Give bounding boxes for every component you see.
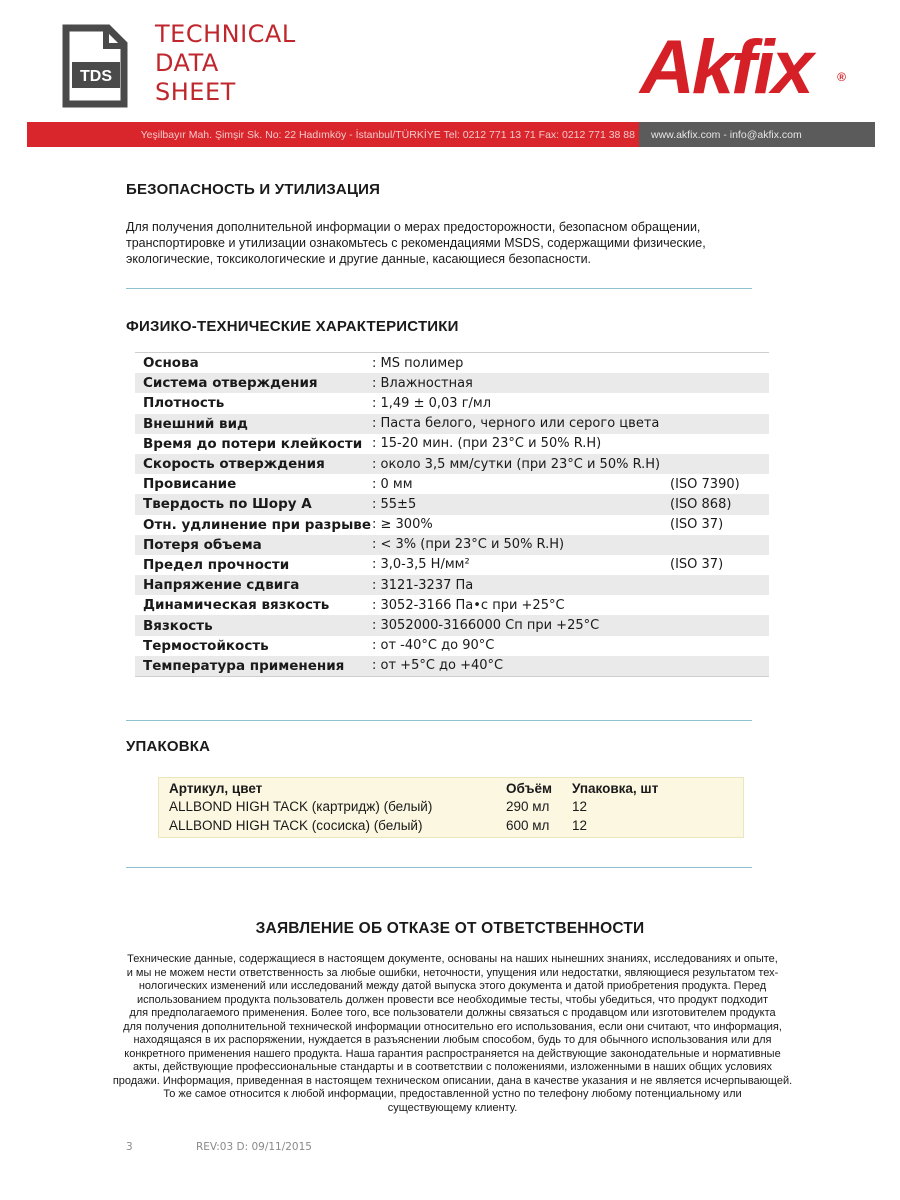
spec-row [135,373,769,393]
section-divider [126,720,752,721]
spec-row [135,434,769,454]
spec-row [135,535,769,555]
specs-table [135,352,769,677]
spec-standard: (ISO 868) [670,496,732,512]
spec-row [135,474,769,494]
spec-value: : 3121-3237 Па [372,577,474,593]
text-line: использованием продукта пользователь должен провести все необходимые тесты, чтобы убедиться, что продукт подходит [136,993,769,1006]
text-line: нологических изменений или исследований между датой выпуска этого документа и датой приобретения продукта. Перед [138,980,767,992]
packaging-header-row [159,781,743,800]
packaging-heading: УПАКОВКА [126,738,211,755]
spec-label: Предел прочности [143,556,290,573]
spec-row [135,555,769,575]
spec-label: Термостойкость [143,637,269,654]
spec-label: Время до потери клейкости [143,435,363,452]
text-line: продажи. Информация, приведенная в настоящем техническом описании, дана в качестве указания и не является исчерпывающей. [112,1074,793,1087]
title-line: SHEET [155,78,236,106]
spec-value: : от -40°C до 90°C [372,638,495,654]
spec-value: : 15-20 мин. (при 23°C и 50% R.H) [372,436,602,452]
table-cell: ALLBOND HIGH TACK (сосиска) (белый) [169,818,423,833]
spec-value: : около 3,5 мм/сутки (при 23°C и 50% R.H) [372,456,661,472]
spec-label: Основа [143,355,199,372]
title-line: TECHNICAL [155,20,296,48]
spec-label: Потеря объема [143,536,262,553]
text-line: транспортировке и утилизации ознакомьтесь с рекомендациями MSDS, содержащими физические, [126,236,706,250]
spec-label: Скорость отверждения [143,456,325,473]
disclaimer-heading: ЗАЯВЛЕНИЕ ОБ ОТКАЗЕ ОТ ОТВЕТСТВЕННОСТИ [255,920,645,937]
text-line: Технические данные, содержащиеся в настоящем документе, основаны на наших нынешних знаниях, исследованиях и опыте, [127,953,778,965]
column-header: Объём [506,781,552,796]
spec-value: : Паста белого, черного или серого цвета [372,416,660,432]
table-row [159,799,743,818]
spec-value: : 55±5 [372,496,417,512]
brand-wordmark: Akfix [640,25,811,110]
text-line: для получения дополнительной технической информации относительно его использования, если они считают, что информация, [123,1020,782,1033]
table-row [159,818,743,837]
document-type-title [155,20,296,107]
safety-heading: БЕЗОПАСНОСТЬ И УТИЛИЗАЦИЯ [126,181,381,198]
spec-label: Система отверждения [143,375,318,392]
text-line: находящаяся в их распоряжении, нуждается в разъяснении любым способом, будь то для обычного использования или для [133,1034,772,1046]
spec-row [135,353,769,373]
title-line: DATA [155,49,219,77]
spec-standard: (ISO 7390) [670,476,740,492]
table-cell: 290 мл [506,799,550,814]
safety-paragraph [126,219,766,267]
text-line: То же самое относится к любой информации, предоставленной устно по телефону любому потенциальному или [163,1088,742,1100]
packaging-table [158,777,744,838]
table-cell: 12 [572,818,588,833]
contact-bar [27,122,875,147]
specs-heading: ФИЗИКО-ТЕХНИЧЕСКИЕ ХАРАКТЕРИСТИКИ [126,318,459,335]
text-line: Для получения дополнительной информации о мерах предосторожности, безопасном обращении, [126,220,701,234]
spec-row [135,515,769,535]
text-line: существующему клиенту. [387,1101,518,1114]
spec-value: : 3052-3166 Па•с при +25°C [372,597,565,613]
page-number: 3 [126,1141,133,1153]
spec-label: Температура применения [143,657,345,674]
spec-value: : 1,49 ± 0,03 г/мл [372,395,492,411]
spec-label: Напряжение сдвига [143,577,300,594]
spec-value: : от +5°C до +40°C [372,658,504,674]
spec-label: Динамическая вязкость [143,597,330,614]
spec-row [135,636,769,656]
text-line: и мы не можем нести ответственность за любые ошибки, неточности, упущения или недостатки, являющиеся результатом тех- [126,966,779,979]
table-cell: 12 [572,799,588,814]
company-address: Yeşilbayır Mah. Şimşir Sk. No: 22 Hadımköy - İstanbul/TÜRKİYE Tel: 0212 771 13 71 Fax: 0212 771 38 88 [27,122,639,147]
revision-info: REV:03 D: 09/11/2015 [196,1141,312,1153]
spec-label: Вязкость [143,617,213,634]
text-line: конкретного применения нашего продукта. Наша гарантия распространяется на действующие законодательные и нормативные [124,1047,781,1060]
spec-label: Плотность [143,395,225,412]
tds-icon-label: TDS [80,68,112,85]
text-line: экологические, токсикологические и другие данные, касающиеся безопасности. [126,252,592,266]
spec-value: : ≥ 300% [372,517,433,533]
spec-value: : 0 мм [372,476,413,492]
spec-standard: (ISO 37) [670,557,724,573]
section-divider [126,288,752,289]
column-header: Артикул, цвет [169,781,263,796]
spec-value: : < 3% (при 23°C и 50% R.H) [372,537,565,553]
spec-row [135,575,769,595]
spec-value: : MS полимер [372,355,464,371]
text-line: акты, действующие профессиональные стандарты и в соответствии с положениями, изложенными в наших общих условиях [132,1061,773,1073]
brand-logo [640,25,850,110]
table-cell: ALLBOND HIGH TACK (картридж) (белый) [169,799,433,814]
table-cell: 600 мл [506,818,550,833]
spec-row [135,454,769,474]
spec-row [135,615,769,635]
section-divider [126,867,752,868]
spec-label: Внешний вид [143,415,248,432]
spec-value: : 3,0-3,5 Н/мм² [372,557,470,573]
text-line: для предполагаемого применения. Более того, все пользователи должны связаться с продавцом или изготовителем продукта [129,1007,776,1019]
spec-label: Отн. удлинение при разрыве [143,516,371,533]
spec-row [135,656,769,677]
spec-value: : 3052000-3166000 Сп при +25°C [372,618,600,634]
registered-mark: ® [837,70,846,84]
disclaimer-paragraph [100,953,805,1115]
spec-row [135,595,769,615]
spec-row [135,494,769,514]
column-header: Упаковка, шт [572,781,659,796]
spec-standard: (ISO 37) [670,517,724,533]
company-web: www.akfix.com - info@akfix.com [639,122,875,147]
spec-row [135,414,769,434]
spec-label: Провисание [143,476,237,493]
spec-value: : Влажностная [372,375,473,391]
spec-row [135,393,769,413]
document-icon [62,24,128,108]
spec-label: Твердость по Шору А [143,496,312,513]
